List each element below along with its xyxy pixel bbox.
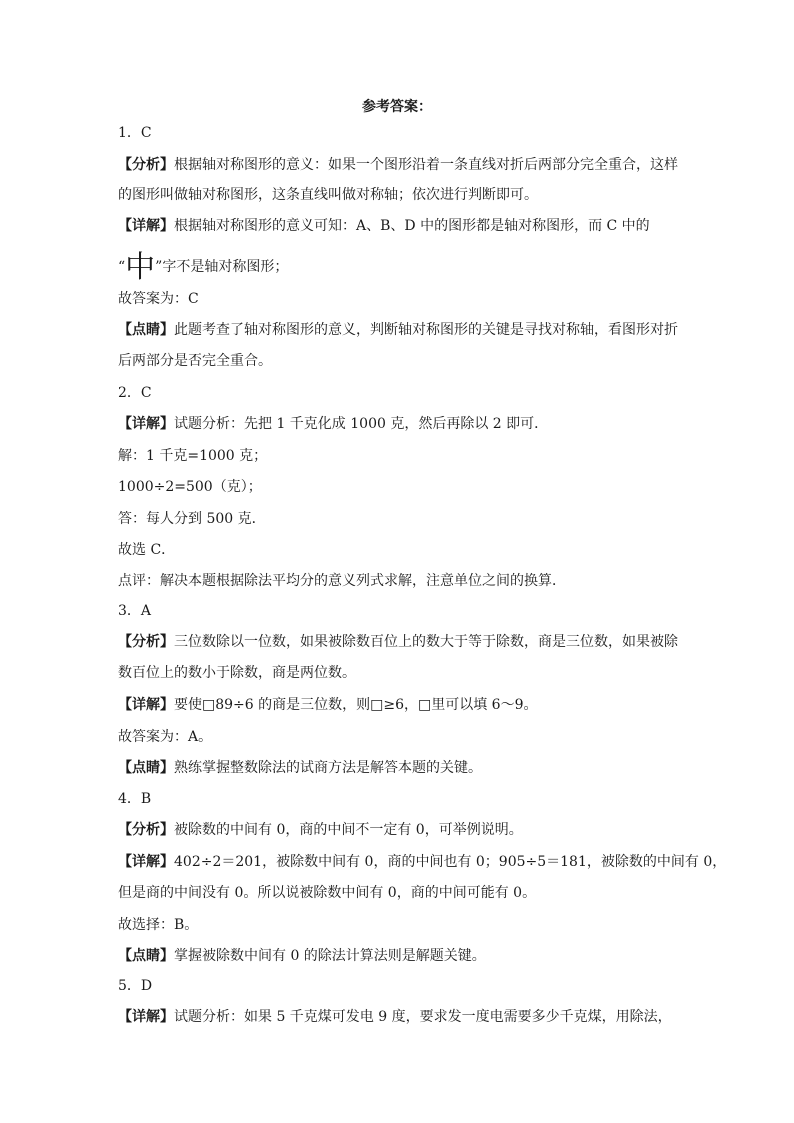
q2-line-2: 解：1 千克=1000 克； [118, 448, 268, 464]
q1-analysis-line-2: 的图形叫做轴对称图形，这条直线叫做对称轴；依次进行判断即可。 [118, 187, 538, 203]
q1-point-text-1: 此题考查了轴对称图形的意义，判断轴对称图形的关键是寻找对称轴，看图形对折 [174, 322, 678, 338]
q2-line-5: 故选 C． [118, 542, 176, 558]
q1-point-line-1 [118, 320, 678, 340]
q3-analysis-line-1 [118, 632, 678, 652]
q3-answer: 故答案为：A。 [118, 729, 213, 745]
q2-line-3: 1000÷2=500（克）； [118, 479, 262, 495]
point-tag: 【点睛】 [118, 760, 174, 776]
q4-point-line-1 [118, 946, 486, 966]
q1-analysis-line-1 [118, 155, 678, 175]
q2-line-4: 答：每人分到 500 克． [118, 511, 266, 527]
q1-number: 1．C [118, 125, 152, 141]
analysis-tag: 【分析】 [118, 157, 174, 173]
analysis-tag: 【分析】 [118, 634, 174, 650]
q4-point-text-1: 掌握被除数中间有 0 的除法计算法则是解题关键。 [174, 948, 486, 964]
q1-detail-text-1: 根据轴对称图形的意义可知：A、B、D 中的图形都是轴对称图形，而 C 中的 [174, 218, 650, 234]
q3-detail-text-1: 要使□89÷6 的商是三位数，则□≥6，□里可以填 6～9。 [174, 697, 538, 713]
q4-analysis-text-1: 被除数的中间有 0，商的中间不一定有 0，可举例说明。 [174, 822, 523, 838]
q2-line-6: 点评：解决本题根据除法平均分的意义列式求解，注意单位之间的换算． [118, 573, 566, 589]
q1-detail-text-2: ”字不是轴对称图形； [155, 259, 289, 275]
q5-detail-text-1: 试题分析：如果 5 千克煤可发电 9 度，要求发一度电需要多少千克煤，用除法， [174, 1009, 672, 1025]
detail-tag: 【详解】 [118, 854, 174, 870]
q3-point-text-1: 熟练掌握整数除法的试商方法是解答本题的关键。 [174, 760, 482, 776]
detail-tag: 【详解】 [118, 1009, 174, 1025]
q3-analysis-text-1: 三位数除以一位数，如果被除数百位上的数大于等于除数，商是三位数，如果被除 [174, 634, 678, 650]
q3-detail-line-1 [118, 695, 538, 715]
q2-number: 2．C [118, 385, 152, 401]
q3-analysis-line-2: 数百位上的数小于除数，商是两位数。 [118, 665, 356, 681]
q2-detail-line-1 [118, 414, 548, 434]
q3-number: 3．A [118, 603, 152, 619]
q2-detail-text-1: 试题分析：先把 1 千克化成 1000 克，然后再除以 2 即可． [174, 416, 549, 432]
q5-detail-line-1 [118, 1007, 672, 1027]
point-tag: 【点睛】 [118, 322, 174, 338]
q1-detail-line-1 [118, 216, 650, 236]
open-quote: “ [118, 259, 126, 275]
q4-detail-text-1: 402÷2＝201，被除数中间有 0，商的中间也有 0；905÷5＝181，被除数的中间有 0， [174, 854, 727, 870]
q1-analysis-text-1: 根据轴对称图形的意义：如果一个图形沿着一条直线对折后两部分完全重合，这样 [174, 157, 678, 173]
q1-answer: 故答案为：C [118, 291, 199, 307]
q4-answer: 故选择：B。 [118, 917, 199, 933]
q4-number: 4．B [118, 791, 152, 807]
q4-detail-line-1 [118, 852, 726, 872]
detail-tag: 【详解】 [118, 218, 174, 234]
analysis-tag: 【分析】 [118, 822, 174, 838]
detail-tag: 【详解】 [118, 416, 174, 432]
q1-point-line-2: 后两部分是否完全重合。 [118, 353, 272, 369]
point-tag: 【点睛】 [118, 948, 174, 964]
zhong-character-image: 中 [125, 250, 156, 285]
page-title: 参考答案： [362, 99, 432, 115]
q4-detail-line-2: 但是商的中间没有 0。所以说被除数中间有 0，商的中间可能有 0。 [118, 885, 537, 901]
q5-number: 5．D [118, 978, 153, 994]
detail-tag: 【详解】 [118, 697, 174, 713]
q3-point-line-1 [118, 758, 482, 778]
q1-detail-line-2 [118, 250, 289, 285]
q4-analysis-line-1 [118, 820, 523, 840]
